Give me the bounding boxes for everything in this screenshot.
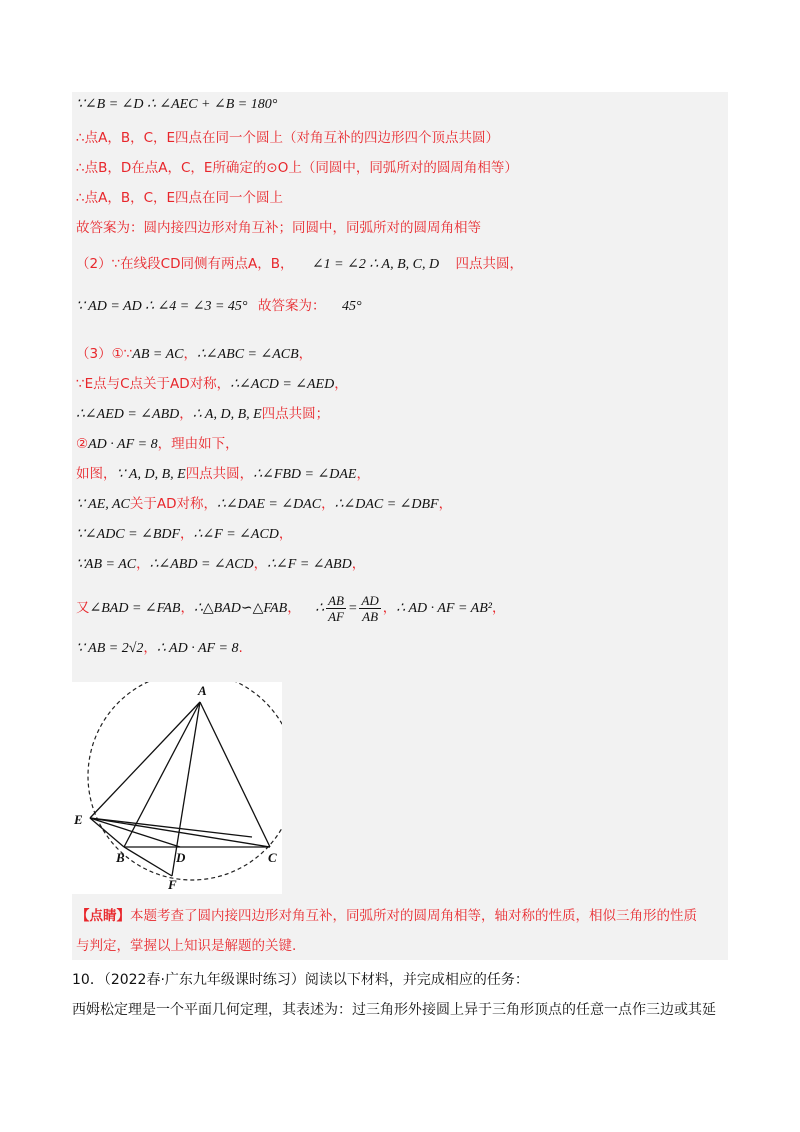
math-text: ∠1 = ∠2 ∴ A, B, C, D — [311, 257, 440, 272]
solution-line-8 — [76, 344, 312, 365]
label-d: D — [176, 850, 186, 865]
math-text: ∴∠F = ∠ABD — [267, 557, 352, 572]
red-text: ， — [382, 600, 397, 616]
question-line-2: 西姆松定理是一个平面几何定理，其表述为：过三角形外接圆上异于三角形顶点的任意一点作三边或其延 — [72, 1002, 716, 1018]
solution-line-4 — [76, 188, 283, 208]
red-text: ， — [438, 496, 453, 512]
therefore-symbol: ∴ — [315, 601, 325, 616]
math-text: ∠BAD = ∠FAB — [89, 601, 181, 616]
math-text: ∴∠F = ∠ACD — [193, 527, 279, 542]
red-text: 四点共圆， — [455, 256, 524, 272]
red-text: ∴点B，D在点A，C，E所确定的⊙O上（同圆中，同弧所对的圆周角相等） — [76, 160, 518, 176]
math-text: ∵ A, D, B, E — [116, 467, 186, 482]
red-text: ∴点A，B，C，E四点在同一个圆上 — [76, 190, 284, 206]
label-f: F — [168, 877, 177, 892]
segment-bf — [124, 847, 172, 876]
math-text: ∵ AB = 2√2 — [76, 641, 144, 656]
solution-line-15 — [76, 554, 365, 575]
geometry-figure — [72, 682, 282, 894]
solution-line-1 — [76, 94, 277, 115]
math-text: ∴∠FBD = ∠DAE — [253, 467, 357, 482]
solution-line-2 — [76, 128, 499, 148]
solution-line-9 — [76, 374, 348, 395]
segment-ac — [200, 702, 270, 847]
solution-line-6 — [76, 254, 523, 275]
solution-line-3 — [76, 158, 518, 178]
comment-text-1: 本题考查了圆内接四边形对角互补，同弧所对的圆周角相等，轴对称的性质，相似三角形的性质 — [130, 908, 697, 924]
math-text: ∴ AD · AF = 8 — [156, 641, 239, 656]
math-text: ∴∠DAC = ∠DBF — [334, 497, 439, 512]
comment-line-2 — [76, 936, 296, 956]
red-text: ， — [351, 556, 366, 572]
red-text: ， — [136, 556, 150, 572]
red-text: . — [238, 640, 243, 656]
red-text: 四点共圆； — [261, 406, 330, 422]
label-b: B — [116, 850, 125, 865]
label-a: A — [198, 683, 207, 698]
math-text: ∴∠ABD = ∠ACD — [149, 557, 254, 572]
math-text: ∴∠DAE = ∠DAC — [217, 497, 322, 512]
math-text: ∵AB = AC — [76, 557, 137, 572]
red-text: ， — [321, 496, 335, 512]
red-text: ， — [183, 346, 197, 362]
math-text: ∴ A, D, B, E — [192, 407, 262, 422]
label-c: C — [268, 850, 277, 865]
math-text: ∴∠ABC = ∠ACB — [196, 347, 299, 362]
segment-e-extra — [90, 818, 252, 837]
solution-line-11 — [76, 434, 239, 455]
solution-line-16 — [76, 592, 505, 625]
solution-line-10 — [76, 404, 329, 425]
red-text: ② — [76, 436, 89, 452]
solution-line-13 — [76, 494, 452, 515]
red-text: ， — [253, 556, 268, 572]
equals-sign: = — [348, 601, 358, 616]
fraction-ad-ab: $\frac{AD}{AB}$ — [361, 592, 379, 624]
question-line-1: 10．（2022春·广东九年级课时练习）阅读以下材料，并完成相应的任务： — [72, 972, 529, 988]
comment-text-2: 与判定，掌握以上知识是解题的关键. — [76, 938, 297, 954]
solution-line-14 — [76, 524, 292, 545]
math-text: AB = AC — [132, 347, 184, 362]
red-text: 故答案为：圆内接四边形对角互补；同圆中，同弧所对的圆周角相等 — [76, 220, 481, 236]
fraction-ab-af: $\frac{AB}{AF}$ — [328, 592, 344, 624]
solution-line-12 — [76, 464, 370, 485]
red-text: ， — [180, 600, 194, 616]
math-text: ∴ AD · AF = AB² — [396, 601, 492, 616]
red-text: ∴点A，B，C，E四点在同一个圆上（对角互补的四边形四个顶点共圆） — [76, 130, 500, 146]
math-text: AD · AF = 8 — [88, 437, 158, 452]
red-text: 又 — [76, 600, 90, 616]
red-text: 关于AD对称， — [129, 496, 218, 512]
red-text: ， — [143, 640, 157, 656]
red-text: 故答案为： — [258, 298, 326, 314]
red-text: ， — [334, 376, 348, 392]
math-text: 45° — [341, 299, 362, 314]
segment-ed — [90, 818, 180, 847]
red-text: （2）∵在线段CD同侧有两点A，B， — [76, 256, 294, 272]
red-text: ， — [179, 406, 193, 422]
red-text: ， — [180, 526, 194, 542]
comment-line-1 — [76, 906, 697, 926]
red-text: ， — [278, 526, 293, 542]
red-text: ， — [287, 600, 301, 616]
math-text: ∵∠ADC = ∠BDF — [76, 527, 181, 542]
math-text: ∵ AD = AD ∴ ∠4 = ∠3 = 45° — [76, 299, 248, 314]
label-e: E — [74, 812, 83, 827]
math-text: ∵∠B = ∠D ∴ ∠AEC + ∠B = 180° — [76, 97, 278, 112]
red-text: 四点共圆， — [185, 466, 254, 482]
red-text: ，理由如下， — [157, 436, 239, 452]
solution-line-5 — [76, 218, 481, 238]
red-text: ， — [491, 600, 506, 616]
math-text: ∴∠ACD = ∠AED — [230, 377, 335, 392]
solution-line-17 — [76, 638, 243, 659]
red-text: ， — [356, 466, 370, 482]
red-text: ∵E点与C点关于AD对称， — [76, 376, 231, 392]
math-text: ∵ AE, AC — [76, 497, 130, 512]
geometry-diagram — [72, 682, 282, 894]
math-text: ∴∠AED = ∠ABD — [76, 407, 180, 422]
red-text: （3）①∵ — [76, 346, 133, 362]
math-text: ∴△BAD∽△FAB — [193, 601, 288, 616]
solution-line-7 — [76, 296, 362, 317]
red-text: 如图， — [76, 466, 117, 482]
comment-label: 【点睛】 — [76, 908, 130, 924]
red-text: ， — [298, 346, 313, 362]
